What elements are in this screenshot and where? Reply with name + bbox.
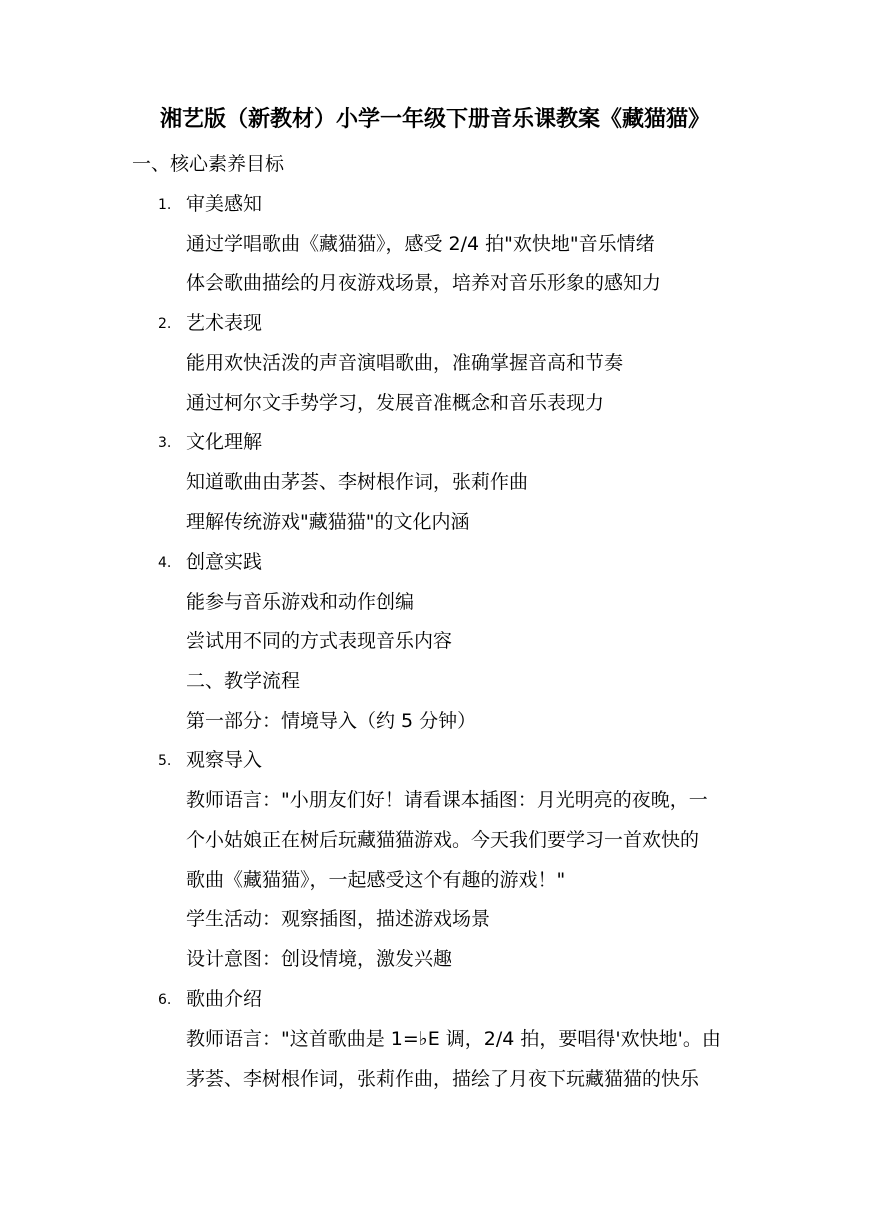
body-text-line: 体会歌曲描绘的月夜游戏场景，培养对音乐形象的感知力 — [186, 272, 662, 294]
list-item-aesthetic-perception — [158, 189, 262, 220]
list-item-observation-intro — [158, 745, 262, 776]
body-text-line: 个小姑娘正在树后玩藏猫猫游戏。今天我们要学习一首欢快的 — [186, 829, 700, 851]
list-number: 4. — [158, 555, 172, 571]
list-item-label: 创意实践 — [186, 551, 263, 573]
list-number: 2. — [158, 316, 172, 332]
body-text-line: 歌曲《藏猫猫》，一起感受这个有趣的游戏！" — [186, 869, 566, 891]
section-heading-teaching-process: 二、教学流程 — [186, 670, 301, 692]
list-item-label: 艺术表现 — [186, 312, 263, 334]
body-text-line: 尝试用不同的方式表现音乐内容 — [186, 630, 453, 652]
list-number: 6. — [158, 992, 172, 1008]
body-text-line: 通过柯尔文手势学习，发展音准概念和音乐表现力 — [186, 392, 605, 414]
list-number: 3. — [158, 435, 172, 451]
body-text-line: 茅荟、李树根作词，张莉作曲，描绘了月夜下玩藏猫猫的快乐 — [186, 1068, 700, 1090]
list-item-label: 观察导入 — [186, 749, 263, 771]
list-item-song-introduction — [158, 984, 262, 1015]
section-heading-core-goals: 一、核心素养目标 — [132, 153, 285, 175]
body-text-line: 教师语言："这首歌曲是 1=♭E 调，2/4 拍，要唱得'欢快地'。由 — [186, 1028, 721, 1050]
list-item-label: 文化理解 — [186, 431, 263, 453]
body-text-line: 设计意图：创设情境，激发兴趣 — [186, 948, 453, 970]
part-heading-situational-intro: 第一部分：情境导入（约 5 分钟） — [186, 710, 477, 732]
list-item-creative-practice — [158, 547, 262, 578]
body-text-line: 知道歌曲由茅荟、李树根作词，张莉作曲 — [186, 471, 529, 493]
list-number: 5. — [158, 753, 172, 769]
body-text-line: 理解传统游戏"藏猫猫"的文化内涵 — [186, 511, 470, 533]
list-number: 1. — [158, 197, 172, 213]
list-item-cultural-understanding — [158, 427, 262, 458]
list-item-artistic-expression — [158, 308, 262, 339]
body-text-line: 能参与音乐游戏和动作创编 — [186, 591, 415, 613]
list-item-label: 歌曲介绍 — [186, 988, 263, 1010]
list-item-label: 审美感知 — [186, 193, 263, 215]
document-title: 湘艺版（新教材）小学一年级下册音乐课教案《藏猫猫》 — [159, 107, 710, 132]
body-text-line: 教师语言："小朋友们好！请看课本插图：月光明亮的夜晚，一 — [186, 789, 708, 811]
body-text-line: 通过学唱歌曲《藏猫猫》，感受 2/4 拍"欢快地"音乐情绪 — [186, 233, 655, 255]
body-text-line: 学生活动：观察插图，描述游戏场景 — [186, 908, 491, 930]
body-text-line: 能用欢快活泼的声音演唱歌曲，准确掌握音高和节奏 — [186, 352, 624, 374]
